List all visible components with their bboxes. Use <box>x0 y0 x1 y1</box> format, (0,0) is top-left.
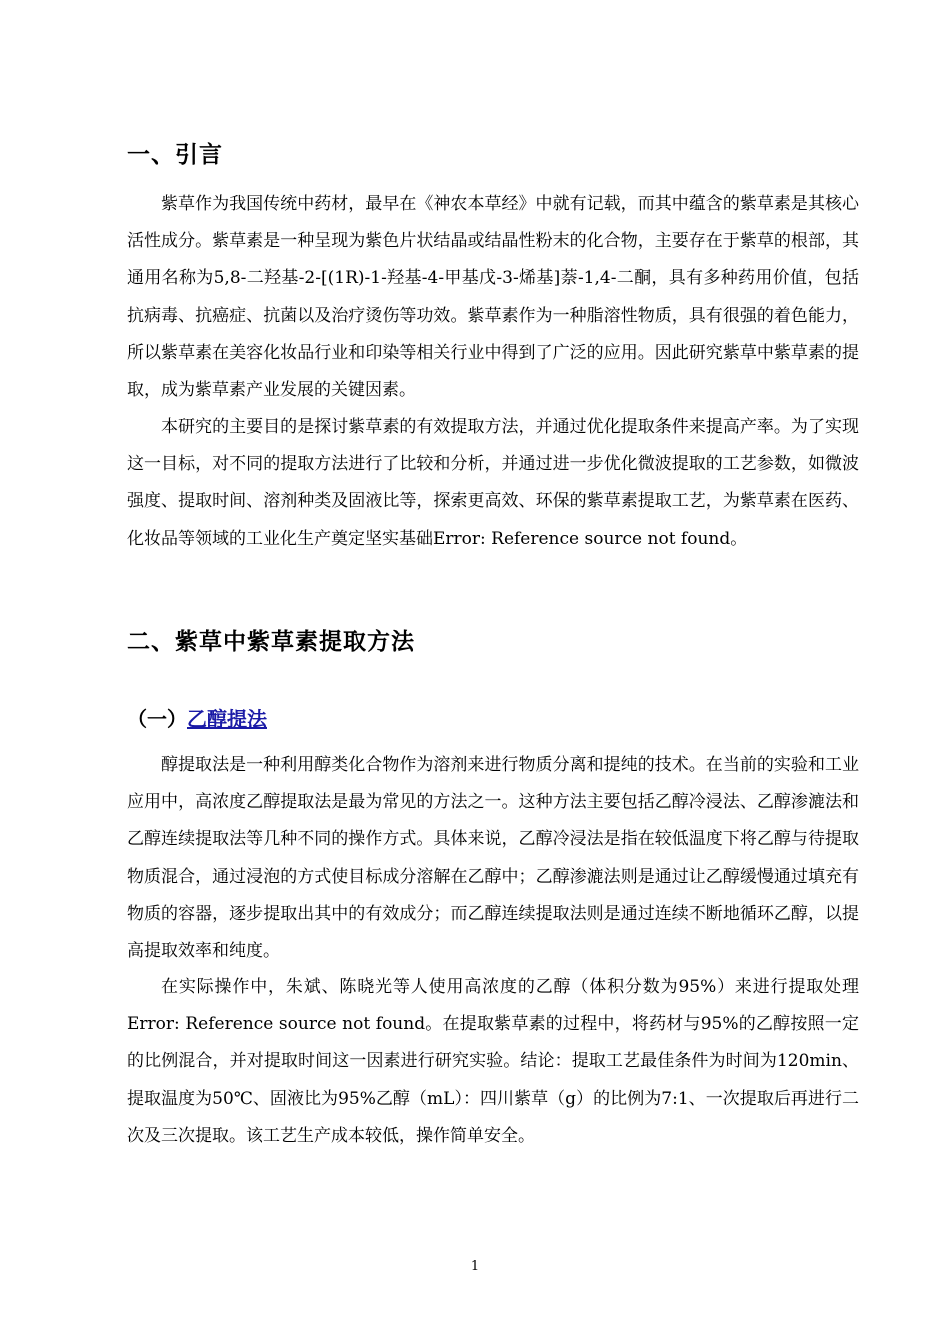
subsection-heading-ethanol <box>127 703 267 732</box>
section-heading-introduction: 一、引言 <box>127 142 223 168</box>
ethanol-paragraph-1: 醇提取法是一种利用醇类化合物作为溶剂来进行物质分离和提纯的技术。在当前的实验和工业应用中，高浓度乙醇提取法是最为常见的方法之一。这种方法主要包括乙醇冷浸法、乙醇渗漉法和乙醇连续提取法等几种不同的操作方式。具体来说，乙醇冷浸法是指在较低温度下将乙醇与待提取物质混合，通过浸泡的方式使目标成分溶解在乙醇中；乙醇渗漉法则是通过让乙醇缓慢通过填充有物质的容器，逐步提取出其中的有效成分；而乙醇连续提取法则是通过连续不断地循环乙醇，以提高提取效率和纯度。 <box>127 755 859 962</box>
page-number: 1 <box>470 1259 480 1274</box>
subsection-number: （一） <box>127 707 187 731</box>
intro-paragraph-2: 本研究的主要目的是探讨紫草素的有效提取方法，并通过优化提取条件来提高产率。为了实现这一目标，对不同的提取方法进行了比较和分析，并通过进一步优化微波提取的工艺参数，如微波强度、提取时间、溶剂种类及固液比等，探索更高效、环保的紫草素提取工艺，为紫草素在医药、化妆品等领域的工业化生产奠定坚实基础Error: Reference source not found。 <box>127 417 859 549</box>
ethanol-paragraph-2: 在实际操作中，朱斌、陈晓光等人使用高浓度的乙醇（体积分数为95%）来进行提取处理Error: Reference source not found。在提取紫草素的过程中，将药材与95%的乙醇按照一定的比例混合，并对提取时间这一因素进行研究实验。结论：提取工艺最佳条件为时间为120min、提取温度为50℃、固液比为95%乙醇（mL）：四川紫草（g）的比例为7:1、一次提取后再进行二次及三次提取。该工艺生产成本较低，操作简单安全。 <box>127 977 859 1146</box>
intro-paragraph-1: 紫草作为我国传统中药材，最早在《神农本草经》中就有记载，而其中蕴含的紫草素是其核心活性成分。紫草素是一种呈现为紫色片状结晶或结晶性粉末的化合物，主要存在于紫草的根部，其通用名称为5,8-二羟基-2-[(1R)-1-羟基-4-甲基戊-3-烯基]萘-1,4-二酮，具有多种药用价值，包括抗病毒、抗癌症、抗菌以及治疗烫伤等功效。紫草素作为一种脂溶性物质，具有很强的着色能力，所以紫草素在美容化妆品行业和印染等相关行业中得到了广泛的应用。因此研究紫草中紫草素的提取，成为紫草素产业发展的关键因素。 <box>127 194 859 401</box>
subsection-title-link[interactable]: 乙醇提法 <box>187 707 267 731</box>
section-heading-methods: 二、紫草中紫草素提取方法 <box>127 629 415 655</box>
